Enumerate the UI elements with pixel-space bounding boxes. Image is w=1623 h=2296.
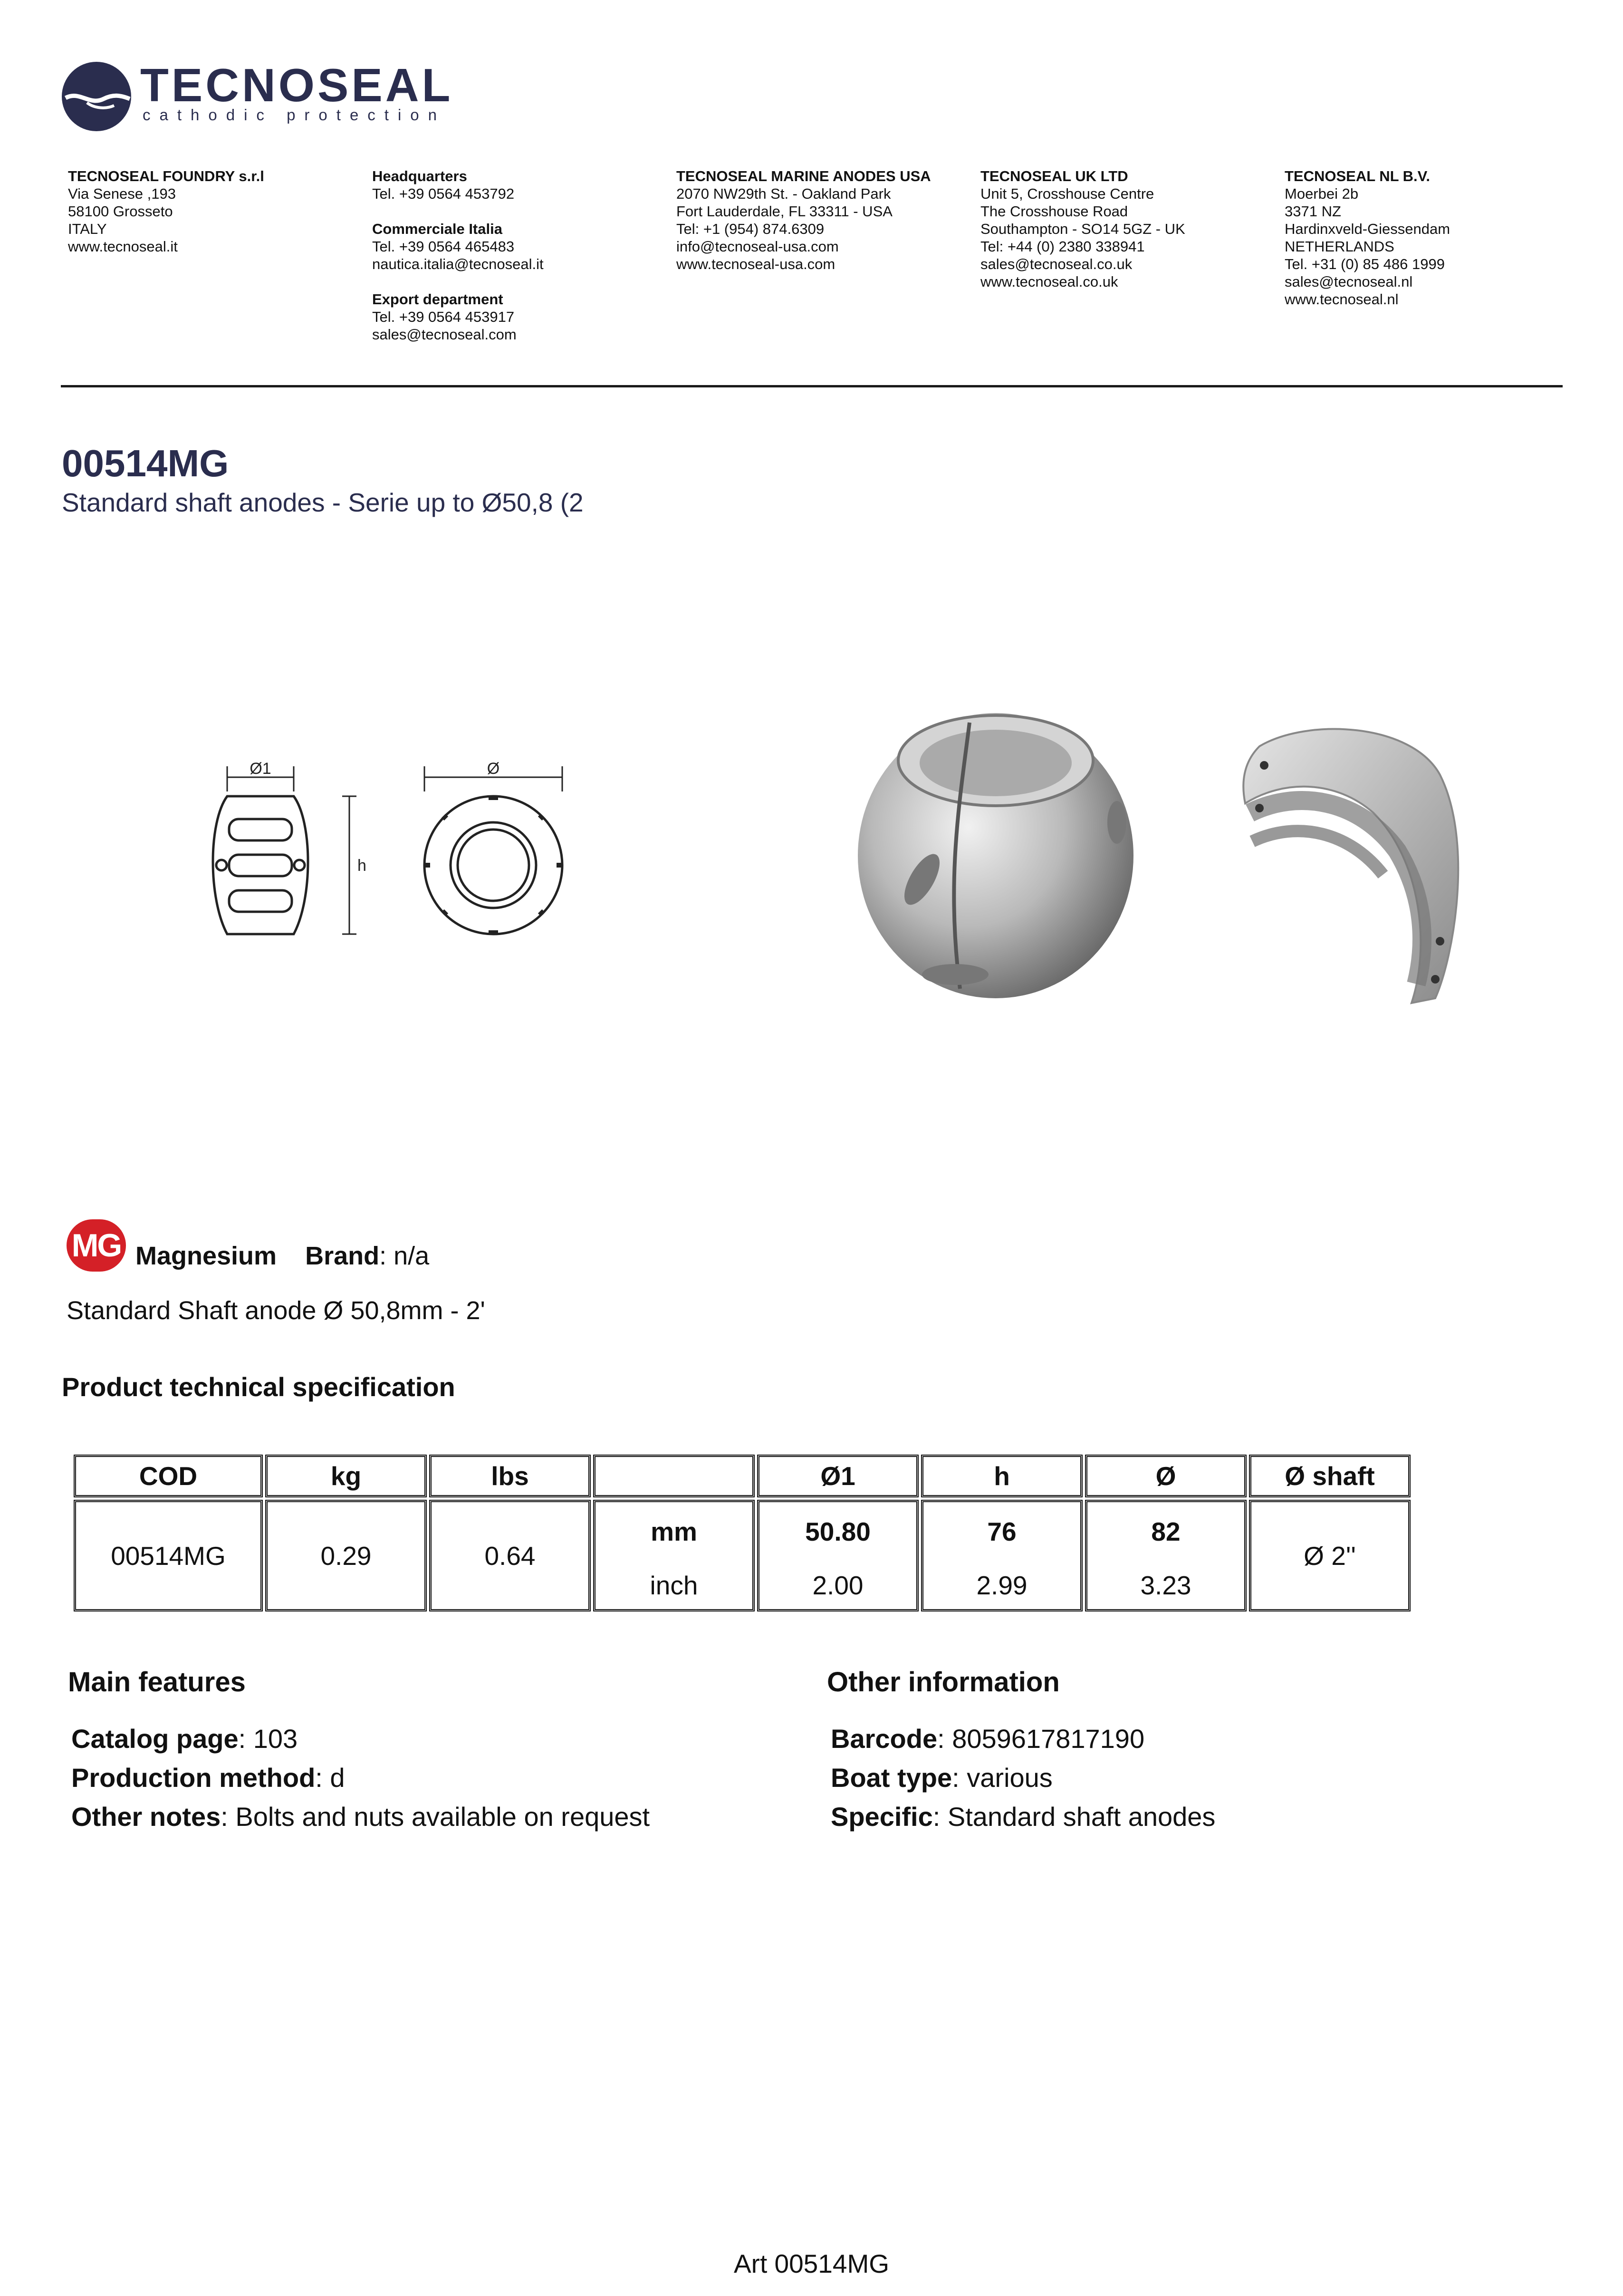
feature-row-catalog-page <box>71 1726 298 1752</box>
table-cell-h <box>921 1500 1083 1611</box>
address-line: Unit 5, Crosshouse Centre <box>980 185 1154 202</box>
magnesium-badge: MG <box>67 1219 126 1272</box>
address-line: Headquarters <box>372 168 467 184</box>
address-line: ITALY <box>68 221 107 237</box>
info-row-specific <box>831 1804 1215 1830</box>
feature-label: Production method <box>71 1763 316 1793</box>
unit-mm: mm <box>651 1517 697 1546</box>
address-line: 2070 NW29th St. - Oakland Park <box>676 185 891 202</box>
info-value: : various <box>952 1763 1053 1793</box>
info-row-boat-type <box>831 1765 1053 1791</box>
address-column-usa <box>676 167 971 273</box>
table-header-d: Ø <box>1085 1455 1247 1497</box>
info-value: : 8059617817190 <box>937 1724 1145 1754</box>
table-header-kg: kg <box>265 1455 427 1497</box>
table-cell-kg: 0.29 <box>265 1500 427 1611</box>
dim-label-d1: Ø1 <box>250 760 271 778</box>
material-line <box>135 1243 429 1269</box>
feature-value: : d <box>315 1763 345 1793</box>
feature-label: Catalog page <box>71 1724 239 1754</box>
table-cell-shaft: Ø 2'' <box>1249 1500 1411 1611</box>
feature-label: Other notes <box>71 1802 221 1832</box>
table-cell-d1 <box>757 1500 919 1611</box>
dim-label-h: h <box>357 857 366 875</box>
address-line: www.tecnoseal.co.uk <box>980 273 1118 290</box>
address-line: nautica.italia@tecnoseal.it <box>372 256 544 272</box>
address-line: TECNOSEAL MARINE ANODES USA <box>676 168 931 184</box>
address-line: Tel. +31 (0) 85 486 1999 <box>1285 256 1445 272</box>
address-line: The Crosshouse Road <box>980 203 1128 220</box>
brand-value: : n/a <box>379 1242 430 1270</box>
table-header-d1: Ø1 <box>757 1455 919 1497</box>
tecnoseal-logo-icon <box>61 61 132 132</box>
other-information-title: Other information <box>827 1667 1060 1698</box>
address-line: TECNOSEAL FOUNDRY s.r.l <box>68 168 264 184</box>
address-line: TECNOSEAL UK LTD <box>980 168 1128 184</box>
address-line: Fort Lauderdale, FL 33311 - USA <box>676 203 893 220</box>
d1-mm: 50.80 <box>805 1517 871 1546</box>
d1-inch: 2.00 <box>812 1571 864 1600</box>
dim-label-d: Ø <box>487 760 500 778</box>
technical-drawing <box>190 756 580 955</box>
address-column-foundry <box>68 167 363 255</box>
table-cell-lbs: 0.64 <box>429 1500 591 1611</box>
table-header-cod: COD <box>74 1455 263 1497</box>
product-description: Standard Shaft anode Ø 50,8mm - 2' <box>67 1296 485 1325</box>
table-cell-d <box>1085 1500 1247 1611</box>
address-line: TECNOSEAL NL B.V. <box>1285 168 1431 184</box>
address-line: 3371 NZ <box>1285 203 1341 220</box>
info-label: Specific <box>831 1802 933 1832</box>
main-features-title: Main features <box>68 1667 246 1698</box>
info-value: : Standard shaft anodes <box>932 1802 1216 1832</box>
address-line: Tel: +1 (954) 874.6309 <box>676 221 825 237</box>
anode-photo-assembled <box>851 680 1145 1022</box>
table-cell-units <box>593 1500 755 1611</box>
address-line <box>372 203 667 220</box>
address-line: info@tecnoseal-usa.com <box>676 238 839 255</box>
product-subtitle: Standard shaft anodes - Serie up to Ø50,8 (2 <box>62 488 584 517</box>
d-mm: 82 <box>1151 1517 1181 1546</box>
address-line: www.tecnoseal.it <box>68 238 178 255</box>
address-column-uk <box>980 167 1275 290</box>
address-line: Hardinxveld-Giessendam <box>1285 221 1450 237</box>
feature-value: : Bolts and nuts available on request <box>221 1802 650 1832</box>
brand-label: Brand <box>305 1242 380 1270</box>
table-cell-cod: 00514MG <box>74 1500 263 1611</box>
address-line: Export department <box>372 291 503 308</box>
address-line: sales@tecnoseal.co.uk <box>980 256 1133 272</box>
address-line: Commerciale Italia <box>372 221 502 237</box>
info-label: Barcode <box>831 1724 938 1754</box>
address-column-headquarters <box>372 167 667 343</box>
feature-row-production-method <box>71 1765 345 1791</box>
spec-section-title: Product technical specification <box>62 1372 455 1402</box>
address-line: 58100 Grosseto <box>68 203 173 220</box>
feature-value: : 103 <box>238 1724 298 1754</box>
anode-photo-half-shell <box>1231 718 1478 1013</box>
feature-row-other-notes <box>71 1804 650 1830</box>
address-column-nl <box>1285 167 1579 308</box>
product-code-title: 00514MG <box>62 442 229 484</box>
address-line: Via Senese ,193 <box>68 185 176 202</box>
info-row-barcode <box>831 1726 1144 1752</box>
table-header-lbs: lbs <box>429 1455 591 1497</box>
info-label: Boat type <box>831 1763 952 1793</box>
address-line <box>372 273 667 290</box>
unit-inch: inch <box>650 1571 698 1600</box>
address-line: Tel: +44 (0) 2380 338941 <box>980 238 1145 255</box>
header-divider <box>61 385 1563 387</box>
table-header-unit <box>593 1455 755 1497</box>
brand-tagline: cathodic protection <box>143 106 446 124</box>
address-line: Moerbei 2b <box>1285 185 1359 202</box>
address-line: Tel. +39 0564 465483 <box>372 238 515 255</box>
material-name: Magnesium <box>135 1242 277 1270</box>
address-line: Tel. +39 0564 453792 <box>372 185 515 202</box>
h-mm: 76 <box>987 1517 1017 1546</box>
brand-name: TECNOSEAL <box>140 59 453 111</box>
address-line: NETHERLANDS <box>1285 238 1394 255</box>
address-line: Southampton - SO14 5GZ - UK <box>980 221 1185 237</box>
d-inch: 3.23 <box>1140 1571 1191 1600</box>
address-line: sales@tecnoseal.com <box>372 326 517 343</box>
address-line: www.tecnoseal.nl <box>1285 291 1399 308</box>
address-line: sales@tecnoseal.nl <box>1285 273 1413 290</box>
table-header-h: h <box>921 1455 1083 1497</box>
address-line: www.tecnoseal-usa.com <box>676 256 836 272</box>
table-header-shaft: Ø shaft <box>1249 1455 1411 1497</box>
h-inch: 2.99 <box>976 1571 1028 1600</box>
address-line: Tel. +39 0564 453917 <box>372 309 515 325</box>
page-footer: Art 00514MG <box>733 2249 890 2278</box>
